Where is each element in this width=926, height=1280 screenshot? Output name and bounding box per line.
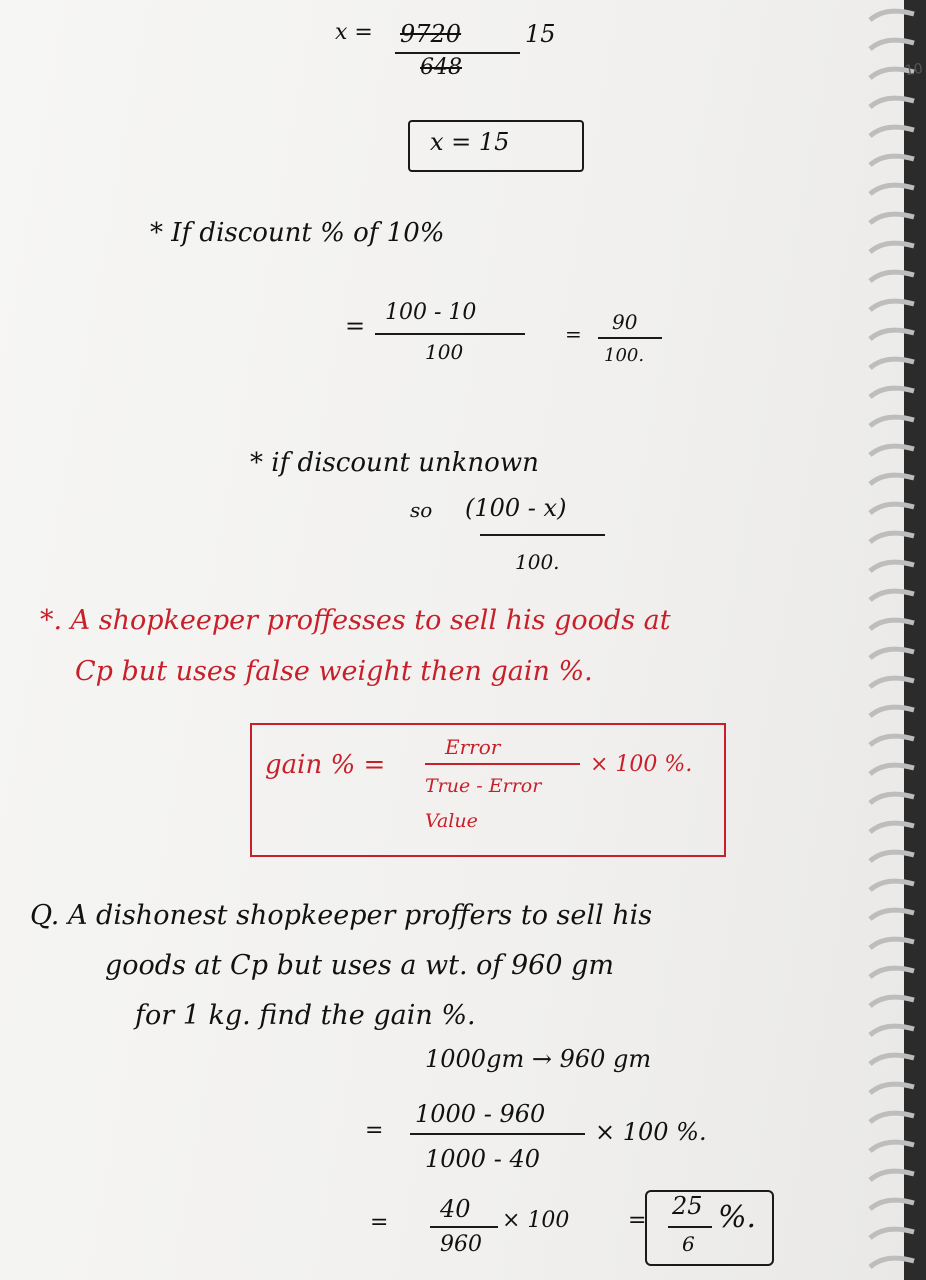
- step2-num: 40: [440, 1195, 471, 1223]
- gain-formula-bar: [425, 763, 580, 765]
- spiral-binding: [856, 0, 926, 1280]
- discount-unknown-heading: * if discount unknown: [250, 448, 539, 478]
- discount-known-num: 100 - 10: [385, 300, 477, 325]
- discount-known-res-den: 100.: [604, 345, 645, 366]
- step1-mult: × 100 %.: [595, 1118, 707, 1146]
- discount-known-eq: =: [345, 312, 366, 340]
- final-answer-pct: %.: [718, 1200, 757, 1235]
- discount-known-res-num: 90: [612, 310, 638, 334]
- step1-num: 1000 - 960: [415, 1100, 546, 1128]
- discount-known-res-bar: [598, 337, 662, 339]
- shopkeeper-line-1: *. A shopkeeper proffesses to sell his goods at: [40, 605, 671, 636]
- gain-formula-num: Error: [445, 735, 501, 759]
- question-line-1: Q. A dishonest shopkeeper proffers to sell his: [30, 900, 653, 931]
- question-line-3: for 1 kg. find the gain %.: [135, 1000, 476, 1031]
- step1-eq: =: [365, 1118, 384, 1143]
- final-answer-bar: [668, 1226, 712, 1228]
- discount-unknown-bar: [480, 534, 605, 536]
- top-x-equals: x =: [335, 20, 373, 45]
- discount-unknown-num: (100 - x): [465, 494, 567, 522]
- shopkeeper-line-2: Cp but uses false weight then gain %.: [75, 656, 593, 687]
- top-boxed-text: x = 15: [430, 128, 510, 156]
- top-fraction-bar: [395, 52, 520, 54]
- question-line-2: goods at Cp but uses a wt. of 960 gm: [105, 950, 614, 981]
- final-answer-den: 6: [682, 1232, 695, 1256]
- discount-known-heading: * If discount % of 10%: [150, 218, 445, 248]
- top-result: 15: [525, 20, 556, 48]
- question-mapping: 1000gm → 960 gm: [425, 1045, 652, 1073]
- discount-unknown-so: so: [410, 498, 433, 522]
- discount-known-eq2: =: [565, 322, 582, 346]
- step2-den: 960: [440, 1232, 482, 1257]
- step3-eq: =: [628, 1208, 647, 1233]
- step2-bar: [430, 1226, 498, 1228]
- gain-formula-den-2: Value: [425, 810, 478, 832]
- discount-unknown-den: 100.: [515, 550, 560, 574]
- gain-formula-den-1: True - Error: [425, 775, 542, 797]
- gain-formula-mult: × 100 %.: [590, 752, 693, 777]
- step1-bar: [410, 1133, 585, 1135]
- step2-mult: × 100: [502, 1208, 570, 1233]
- step1-den: 1000 - 40: [425, 1145, 540, 1173]
- corner-mark: 10: [903, 60, 924, 80]
- top-denominator: 648: [420, 55, 462, 80]
- step2-eq: =: [370, 1210, 389, 1235]
- discount-known-den: 100: [425, 340, 464, 364]
- gain-formula-label: gain % =: [265, 750, 386, 780]
- top-numerator: 9720: [400, 20, 462, 48]
- final-answer-num: 25: [672, 1192, 703, 1220]
- discount-known-bar: [375, 333, 525, 335]
